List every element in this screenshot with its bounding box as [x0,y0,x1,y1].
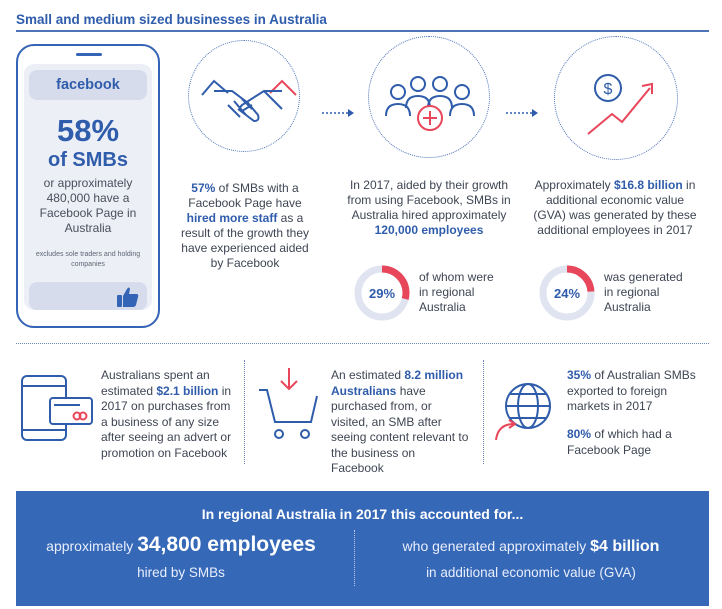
arrow-right-icon [506,108,540,118]
handshake-icon [198,75,302,131]
section-divider [16,343,709,344]
donut-employees-value: 29% [368,286,396,301]
donut-employees-label: of whom were in regional Australia [419,270,494,314]
facebook-logo: facebook [29,70,147,100]
stat-australians-purchased: An estimated 8.2 million Australians have purchased from, or visited, an SMB after seeing content relevant to the business on Facebook [331,368,469,475]
band-employees-sub: hired by SMBs [137,565,225,580]
svg-text:$: $ [603,81,613,98]
column-divider [244,360,245,464]
band-employees: approximately 34,800 employees [46,533,316,556]
stat-exporters-facebook: 80% of which had a Facebook Page [567,427,672,457]
people-icon [382,72,478,134]
band-value-sub: in additional economic value (GVA) [426,565,636,580]
donut-gva-value: 24% [553,286,581,301]
stat-online-spend: Australians spent an estimated $2.1 billion in 2017 on purchases from a business of any size after seeing an advert or promotion on Facebook [101,368,232,460]
band-value: who generated approximately $4 billion [402,538,660,555]
page-title: Small and medium sized businesses in Australia [16,12,327,27]
title-divider [16,30,709,32]
stat-hired-staff: 57% of SMBs with a Facebook Page have hired more staff as a result of the growth they have experienced aided by Facebook [180,181,310,270]
arrow-right-icon [322,108,356,118]
column-divider [483,360,484,464]
smb-percent-label: of SMBs [48,149,128,171]
thumbs-up-icon [116,286,140,308]
phone-speaker [76,53,102,56]
stat-employees-hired: In 2017, aided by their growth from using Facebook, SMBs in Australia hired approximately 120,000 employees [347,178,511,237]
stat-economic-value: Approximately $16.8 billion in additional economic value (GVA) was generated by these additional employees in 2017 [533,178,697,237]
smb-percent: 58% [56,113,120,148]
band-divider [354,530,355,586]
phone-footnote: excludes sole traders and holding companies [35,251,141,268]
globe-icon [492,380,556,444]
dollar-growth-icon [584,72,664,140]
devices-icon [20,374,96,444]
stat-exports: 35% of Australian SMBs exported to foreign markets in 2017 [567,368,696,413]
band-title: In regional Australia in 2017 this accounted for... [201,506,524,522]
donut-gva-label: was generated in regional Australia [604,270,683,314]
shopping-cart-icon [257,366,321,442]
phone-description: or approximately 480,000 have a Facebook Page in Australia [39,176,137,235]
